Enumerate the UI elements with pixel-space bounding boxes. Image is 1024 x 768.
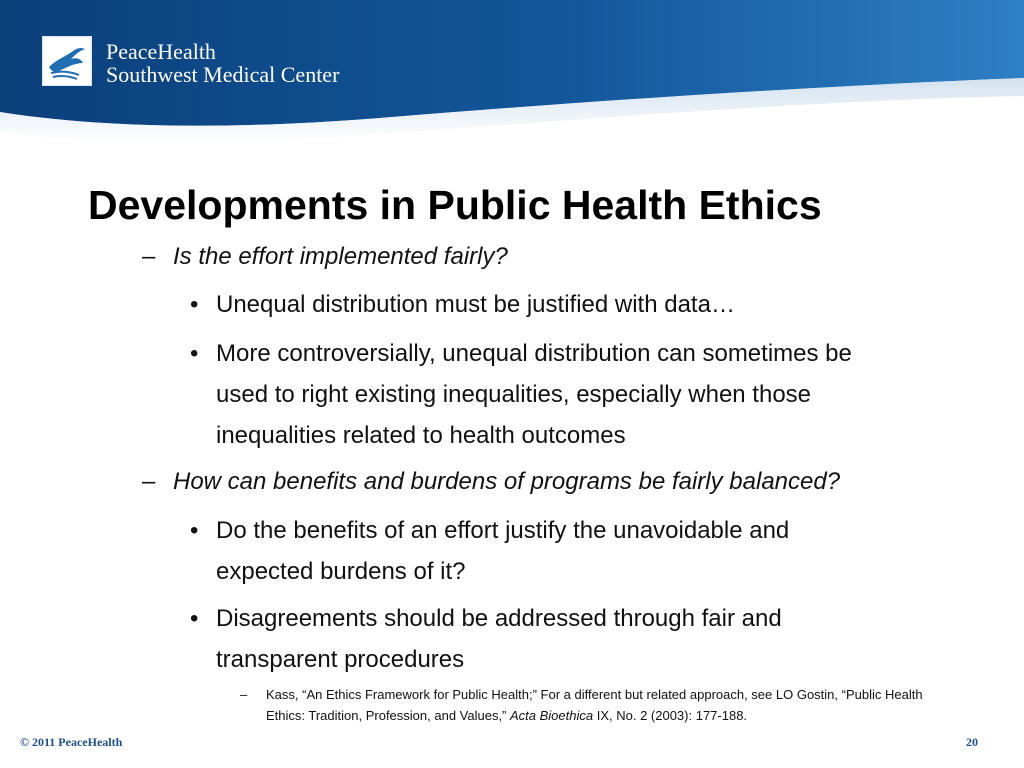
dash-marker: – — [240, 687, 248, 702]
bullet-marker: • — [190, 340, 199, 367]
bullet-marker: • — [190, 517, 199, 544]
brand-line-1: PeaceHealth — [106, 39, 216, 64]
bullet-text — [216, 510, 789, 592]
bullet-marker: • — [190, 605, 199, 632]
bullet-line: expected burdens of it? — [216, 558, 466, 585]
bullet-line: transparent procedures — [216, 646, 465, 673]
bullet-line: More controversially, unequal distribution can sometimes be — [216, 340, 852, 367]
citation-part-2: IX, No. 2 (2003): 177-188. — [593, 708, 748, 723]
brand-name — [106, 40, 339, 86]
citation-part-1: Kass, “An Ethics Framework for Public Health;” For a different but related approach, see LO Gostin, “Public Health Ethics: Tradition, Profession, and Values,” — [266, 687, 923, 723]
dash-marker: – — [142, 243, 156, 270]
peacehealth-logo — [42, 36, 92, 86]
page-number: 20 — [966, 735, 978, 749]
bullet-line: used to right existing inequalities, especially when those — [216, 381, 812, 408]
brand-line-2: Southwest Medical Center — [106, 62, 340, 87]
bullet-text: Unequal distribution must be justified with data… — [216, 291, 735, 318]
bullet-text — [216, 333, 852, 456]
citation-text — [266, 684, 956, 726]
bullet-line: inequalities related to health outcomes — [216, 422, 626, 449]
subheading-text: Is the effort implemented fairly? — [173, 243, 508, 270]
dove-icon — [43, 37, 91, 85]
bullet-line: Do the benefits of an effort justify the unavoidable and — [216, 517, 790, 544]
subheading-text: How can benefits and burdens of programs be fairly balanced? — [173, 468, 841, 495]
bullet-text — [216, 598, 782, 680]
dash-marker: – — [142, 468, 156, 495]
footer-copyright: © 2011 PeaceHealth — [20, 735, 123, 749]
header-band — [0, 0, 1024, 160]
bullet-marker: • — [190, 291, 199, 318]
bullet-line: Disagreements should be addressed through fair and — [216, 605, 782, 632]
citation-journal: Acta Bioethica — [510, 708, 594, 723]
slide-title: Developments in Public Health Ethics — [88, 182, 822, 228]
